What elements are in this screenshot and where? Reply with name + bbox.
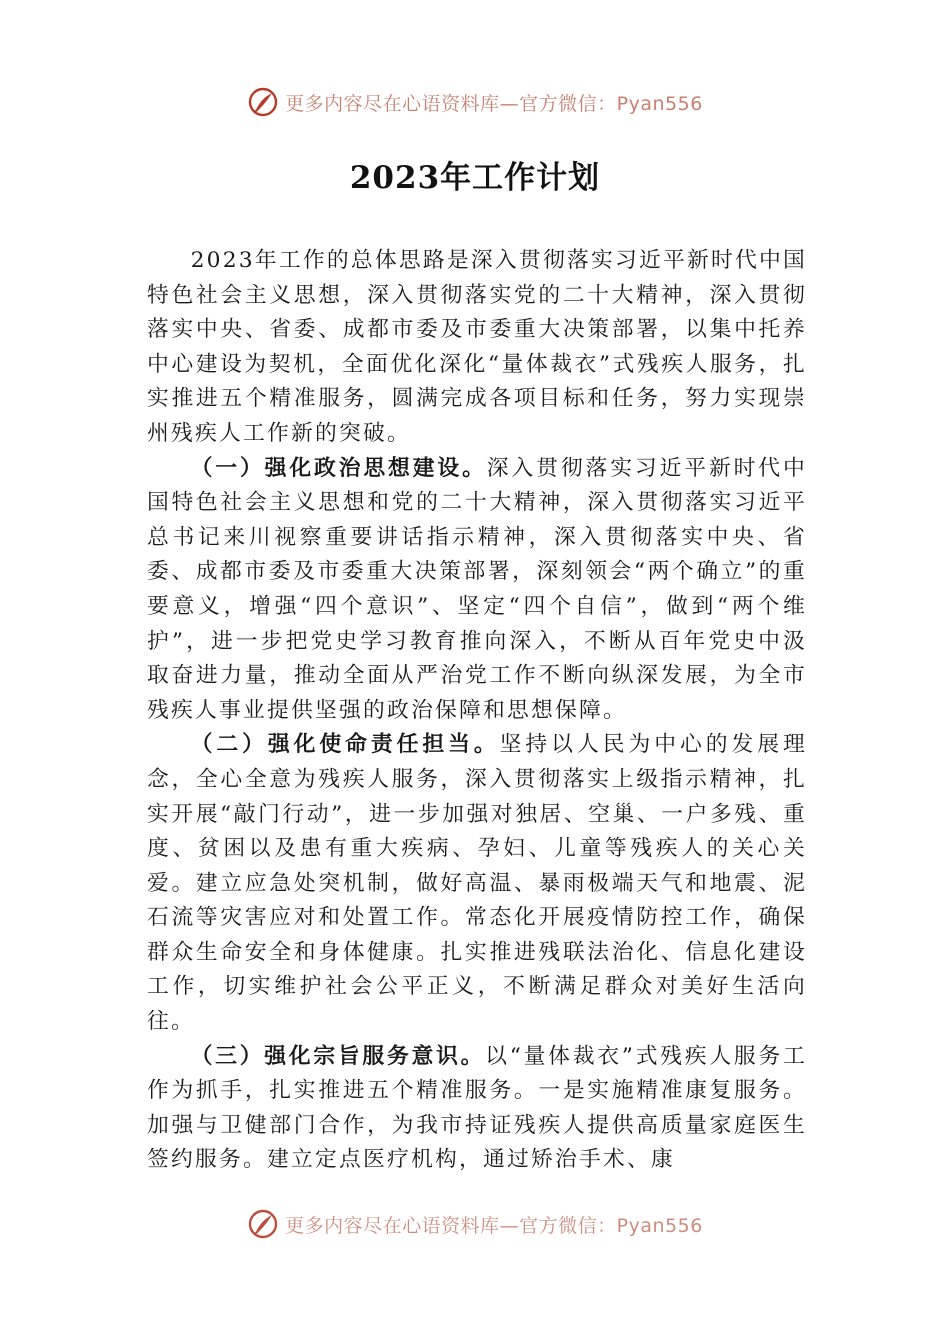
section-paragraph: [147, 452, 807, 729]
watermark-text: 更多内容尽在心语资料库—官方微信：Pyan556: [285, 92, 703, 115]
section-heading: （一）强化政治思想建设。: [190, 455, 487, 481]
quill-pen-logo: [247, 1208, 279, 1240]
section-heading: （三）强化宗旨服务意识。: [190, 1043, 486, 1069]
section-text: 坚持以人民为中心的发展理念，全心全意为残疾人服务，深入贯彻落实上级指示精神，扎实开展“敲门行动”，进一步加强对独居、空巢、一户多残、重度、贫困以及患有重大疾病、孕妇、儿童等残疾人的关心关爱。建立应急处突机制，做好高温、暴雨极端天气和地震、泥石流等灾害应对和处置工作。常态化开展疫情防控工作，确保群众生命安全和身体健康。扎实推进残联法治化、信息化建设工作，切实维护社会公平正义，不断满足群众对美好生活向往。: [147, 732, 807, 1035]
section-text: 深入贯彻落实习近平新时代中国特色社会主义思想和党的二十大精神，深入贯彻落实习近平总书记来川视察重要讲话指示精神，深入贯彻落实中央、省委、成都市委及市委重大决策部署，深刻领会“两个确立”的重要意义，增强“四个意识”、坚定“四个自信”，做到“两个维护”，进一步把党史学习教育推向深入，不断从百年党史中汲取奋进力量，推动全面从严治党工作不断向纵深发展，为全市残疾人事业提供坚强的政治保障和思想保障。: [147, 455, 807, 723]
watermark-text: 更多内容尽在心语资料库—官方微信：Pyan556: [285, 1214, 703, 1237]
section-paragraph: [147, 1040, 807, 1178]
document-title: 2023年工作计划: [349, 160, 601, 196]
section-paragraph: [147, 728, 807, 1039]
section-heading: （二）强化使命责任担当。: [190, 732, 500, 758]
document-body: [147, 244, 807, 1178]
section-text: 以“量体裁衣”式残疾人服务工作为抓手，扎实推进五个精准服务。一是实施精准康复服务。加强与卫健部门合作，为我市持证残疾人提供高质量家庭医生签约服务。建立定点医疗机构，通过矫治手术、康: [147, 1043, 807, 1173]
intro-paragraph: 2023年工作的总体思路是深入贯彻落实习近平新时代中国特色社会主义思想，深入贯彻落实党的二十大精神，深入贯彻落实中央、省委、成都市委及市委重大决策部署，以集中托养中心建设为契机，全面优化深化“量体裁衣”式残疾人服务，扎实推进五个精准服务，圆满完成各项目标和任务，努力实现崇州残疾人工作新的突破。: [147, 248, 807, 446]
watermark-footer: [0, 1206, 950, 1242]
quill-pen-logo: [247, 86, 279, 118]
watermark-header: [0, 84, 950, 120]
